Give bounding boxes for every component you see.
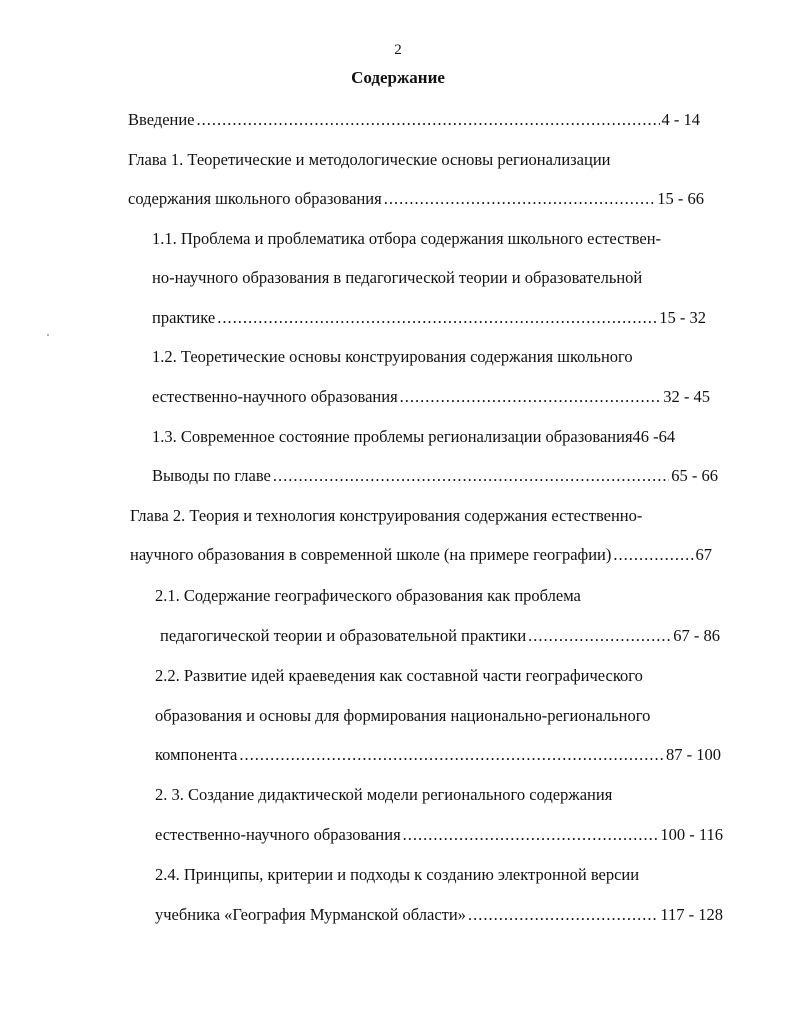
toc-line: 1.2. Теоретические основы конструирования содержания школьного — [152, 347, 633, 366]
toc-line: образования и основы для формирования национально-регионального — [155, 706, 651, 725]
toc-entry-text: компонента — [155, 745, 238, 764]
page-number: 2 — [394, 42, 402, 58]
toc-line: Глава 1. Теоретические и методологические основы регионализации — [128, 150, 611, 169]
toc-entry-chapter-2 — [130, 545, 712, 565]
dot-leader — [217, 308, 657, 328]
toc-entry-text: научного образования в современной школе (на примере географии) — [130, 545, 612, 564]
toc-entry-text: Выводы по главе — [152, 466, 271, 485]
toc-line: но-научного образования в педагогической теории и образовательной — [152, 268, 643, 287]
dot-leader — [197, 110, 660, 130]
dot-leader — [468, 905, 658, 925]
toc-entry-pages: 15 - 32 — [659, 308, 706, 327]
toc-entry-section-2-1 — [160, 626, 720, 646]
toc-entry-section-2-2 — [155, 745, 721, 765]
dot-leader — [403, 825, 659, 845]
toc-entry-pages: 15 - 66 — [657, 189, 704, 208]
toc-entry-text: естественно-научного образования — [152, 387, 398, 406]
toc-entry-pages: 87 - 100 — [666, 745, 721, 764]
toc-entry-pages: 67 — [695, 545, 712, 564]
dot-leader — [400, 387, 662, 407]
toc-entry-section-1-2 — [152, 387, 710, 407]
toc-line: 2. 3. Создание дидактической модели регионального содержания — [155, 785, 613, 804]
toc-entry-text: Введение — [128, 110, 195, 129]
toc-entry-section-2-4 — [155, 905, 723, 925]
toc-entry-pages: 117 - 128 — [660, 905, 723, 924]
toc-entry-text: педагогической теории и образовательной практики — [160, 626, 527, 645]
toc-entry-pages: 67 - 86 — [673, 626, 720, 645]
dot-leader — [273, 466, 669, 486]
dot-leader — [613, 545, 693, 565]
toc-entry-text: практике — [152, 308, 216, 327]
dot-leader — [528, 626, 671, 646]
toc-entry-text: естественно-научного образования — [155, 825, 401, 844]
toc-entry-pages: 100 - 116 — [660, 825, 723, 844]
toc-entry-section-2-3 — [155, 825, 723, 845]
dot-leader — [384, 189, 656, 209]
toc-line: Глава 2. Теория и технология конструирования содержания естественно- — [130, 506, 643, 525]
toc-entry-intro — [128, 110, 700, 130]
toc-line: 2.2. Развитие идей краеведения как составной части географического — [155, 666, 643, 685]
toc-line: 2.4. Принципы, критерии и подходы к созданию электронной версии — [155, 865, 640, 884]
page-title: Содержание — [351, 68, 445, 87]
toc-entry-section-1-3: 1.3. Современное состояние проблемы регионализации образования46 -64 — [152, 427, 676, 446]
toc-entry-pages: 65 - 66 — [671, 466, 718, 485]
toc-entry-pages: 32 - 45 — [663, 387, 710, 406]
toc-entry-conclusions-1 — [152, 466, 718, 486]
toc-entry-chapter-1 — [128, 189, 704, 209]
scan-speck — [47, 334, 49, 336]
toc-entry-section-1-1 — [152, 308, 706, 328]
dot-leader — [239, 745, 664, 765]
toc-line: 1.1. Проблема и проблематика отбора содержания школьного естествен- — [152, 229, 662, 248]
toc-entry-text: содержания школьного образования — [128, 189, 382, 208]
toc-entry-pages: 4 - 14 — [661, 110, 700, 129]
toc-entry-text: учебника «География Мурманской области» — [155, 905, 466, 924]
toc-line: 2.1. Содержание географического образования как проблема — [155, 586, 581, 605]
